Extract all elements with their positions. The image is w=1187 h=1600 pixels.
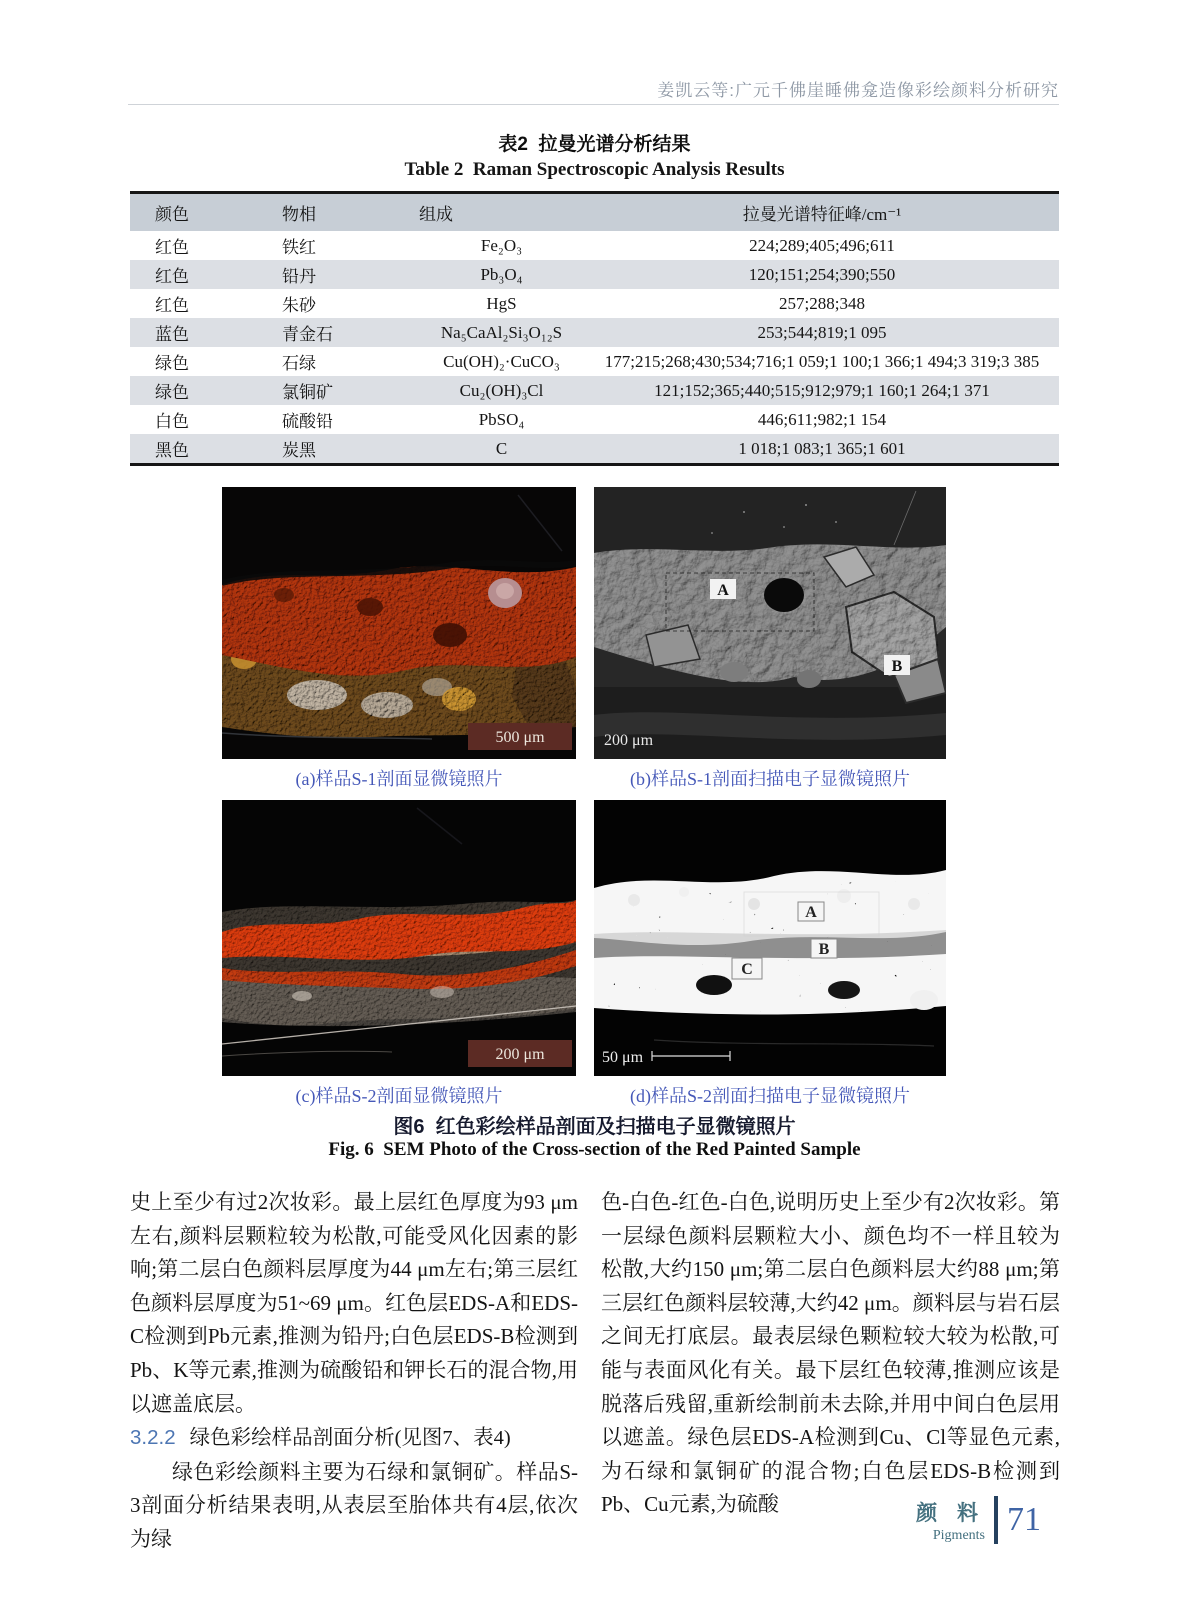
cell-color: 蓝色: [155, 325, 189, 344]
sem-image-b: [594, 487, 946, 759]
cell-composition: Cu₂(OH)₃Cl: [459, 380, 544, 400]
cell-peaks: 253;544;819;1 095: [757, 322, 887, 342]
header-rule: [128, 104, 1059, 105]
figure-title-cn: 图6 红色彩绘样品剖面及扫描电子显微镜照片: [393, 1116, 796, 1138]
sem-image-d: [594, 800, 946, 1076]
table-title-cn: 表2 拉曼光谱分析结果: [498, 134, 691, 155]
cell-composition: Pb₃O₄: [480, 264, 523, 284]
figure-title-en: Fig. 6 SEM Photo of the Cross-section of the Red Painted Sample: [328, 1139, 861, 1160]
micrograph-a: [222, 487, 576, 759]
cell-phase: 氯铜矿: [282, 383, 333, 402]
eds-label-b: B: [891, 658, 903, 675]
raman-table-block: [130, 133, 1059, 466]
table-row: [130, 405, 1059, 434]
paragraph: 史上至少有过2次妆彩。最上层红色厚度为93 μm左右,颜料层颗粒较为松散,可能受风化因素的影响;第二层白色颜料层厚度为44 μm左右;第三层红色颜料层厚度为51~69 μm。红色层EDS-A和EDS-C检测到Pb元素,推测为铅丹;白色层EDS-B检测到Pb、K等元素,推测为硫酸铅和钾长石的混合物,用以遮盖底层。: [130, 1190, 578, 1416]
table-row: [130, 434, 1059, 465]
caption-a: (a)样品S-1剖面显微镜照片: [295, 769, 503, 789]
cell-peaks: 121;152;365;440;515;912;979;1 160;1 264;1 371: [654, 380, 990, 400]
footer-divider: [994, 1496, 998, 1544]
cell-phase: 炭黑: [282, 441, 316, 460]
section-title: 绿色彩绘样品剖面分析(见图7、表4): [189, 1427, 511, 1450]
scale-bar-label: 200 μm: [604, 732, 654, 749]
cell-color: 白色: [155, 412, 189, 431]
eds-label-c: C: [741, 961, 753, 978]
table-row: [130, 318, 1059, 347]
table-row: [130, 260, 1059, 289]
section-number: 3.2.2: [130, 1426, 176, 1450]
cell-peaks: 120;151;254;390;550: [748, 264, 896, 284]
table-row: [130, 231, 1059, 260]
micrograph-c: [222, 800, 576, 1076]
col-header-phase: 物相: [281, 193, 418, 232]
cell-composition: Cu(OH)₂·CuCO₃: [443, 351, 560, 371]
body-column-left: [130, 1186, 578, 1557]
eds-label-a: A: [805, 904, 817, 921]
col-header-color: 颜色: [130, 193, 281, 232]
cell-composition: HgS: [486, 293, 517, 313]
col-header-composition: 组成: [418, 193, 585, 232]
page-number: 71: [1007, 1501, 1041, 1538]
cell-phase: 青金石: [282, 325, 333, 344]
journal-name-en: Pigments: [932, 1527, 985, 1543]
running-head: 姜凯云等:广元千佛崖睡佛龛造像彩绘颜料分析研究: [657, 81, 1059, 100]
table-title-en: Table 2 Raman Spectroscopic Analysis Results: [404, 159, 785, 180]
cell-phase: 铅丹: [282, 267, 316, 286]
journal-mark: [916, 1497, 985, 1544]
cell-composition: PbSO₄: [478, 409, 525, 429]
journal-name-cn: 颜 料: [916, 1501, 985, 1525]
cell-color: 红色: [155, 267, 189, 286]
cell-peaks: 1 018;1 083;1 365;1 601: [738, 438, 906, 458]
scale-bar-label: 500 μm: [495, 729, 545, 746]
cell-peaks: 224;289;405;496;611: [749, 235, 895, 255]
eds-label-a: A: [717, 582, 729, 599]
scale-bar-label: 200 μm: [495, 1046, 545, 1063]
raman-table: [130, 191, 1059, 466]
caption-c: (c)样品S-2剖面显微镜照片: [295, 1086, 503, 1106]
cell-peaks: 257;288;348: [779, 293, 865, 313]
cell-color: 红色: [155, 238, 189, 257]
eds-label-b: B: [818, 941, 830, 958]
table-row: [130, 376, 1059, 405]
cell-color: 绿色: [155, 383, 189, 402]
paragraph: 绿色彩绘颜料主要为石绿和氯铜矿。样品S-3剖面分析结果表明,从表层至胎体共有4层,依次为绿: [130, 1459, 578, 1551]
cell-composition: Fe₂O₃: [480, 235, 523, 255]
table-header-row: [130, 193, 1059, 232]
cell-peaks: 177;215;268;430;534;716;1 059;1 100;1 366;1 494;3 319;3 385: [604, 351, 1040, 371]
page-footer: [916, 1496, 1041, 1544]
cell-color: 绿色: [155, 354, 189, 373]
cell-phase: 硫酸铅: [282, 412, 333, 431]
cell-composition: C: [495, 438, 508, 458]
cell-color: 红色: [155, 296, 189, 315]
caption-d: (d)样品S-2剖面扫描电子显微镜照片: [630, 1086, 910, 1106]
paragraph: 色-白色-红色-白色,说明历史上至少有2次妆彩。第一层绿色颜料层颗粒大小、颜色均不一样且较为松散,大约150 μm;第二层白色颜料层大约88 μm;第三层红色颜料层较薄,大约42 μm。颜料层与岩石层之间无打底层。最表层绿色颗粒较大较为松散,可能与表面风化有关。最下层红色较薄,推测应该是脱落后残留,重新绘制前未去除,并用中间白色层用以遮盖。绿色层EDS-A检测到Cu、Cl等显色元素,为石绿和氯铜矿的混合物;白色层EDS-B检测到Pb、Cu元素,为硫酸: [601, 1190, 1060, 1517]
table-row: [130, 347, 1059, 376]
table-row: [130, 289, 1059, 318]
cell-phase: 朱砂: [282, 296, 316, 315]
scale-bar-label: 50 μm: [602, 1049, 644, 1066]
cell-composition: Na₅CaAl₂Si₃O₁₂S: [440, 322, 563, 342]
body-column-right: [601, 1186, 1060, 1522]
cell-phase: 石绿: [282, 354, 316, 373]
cell-peaks: 446;611;982;1 154: [757, 409, 887, 429]
section-heading: [130, 1421, 578, 1456]
col-header-peaks: 拉曼光谱特征峰/cm⁻¹: [585, 193, 1059, 232]
caption-b: (b)样品S-1剖面扫描电子显微镜照片: [630, 769, 910, 789]
cell-phase: 铁红: [282, 238, 316, 257]
cell-color: 黑色: [155, 441, 189, 460]
